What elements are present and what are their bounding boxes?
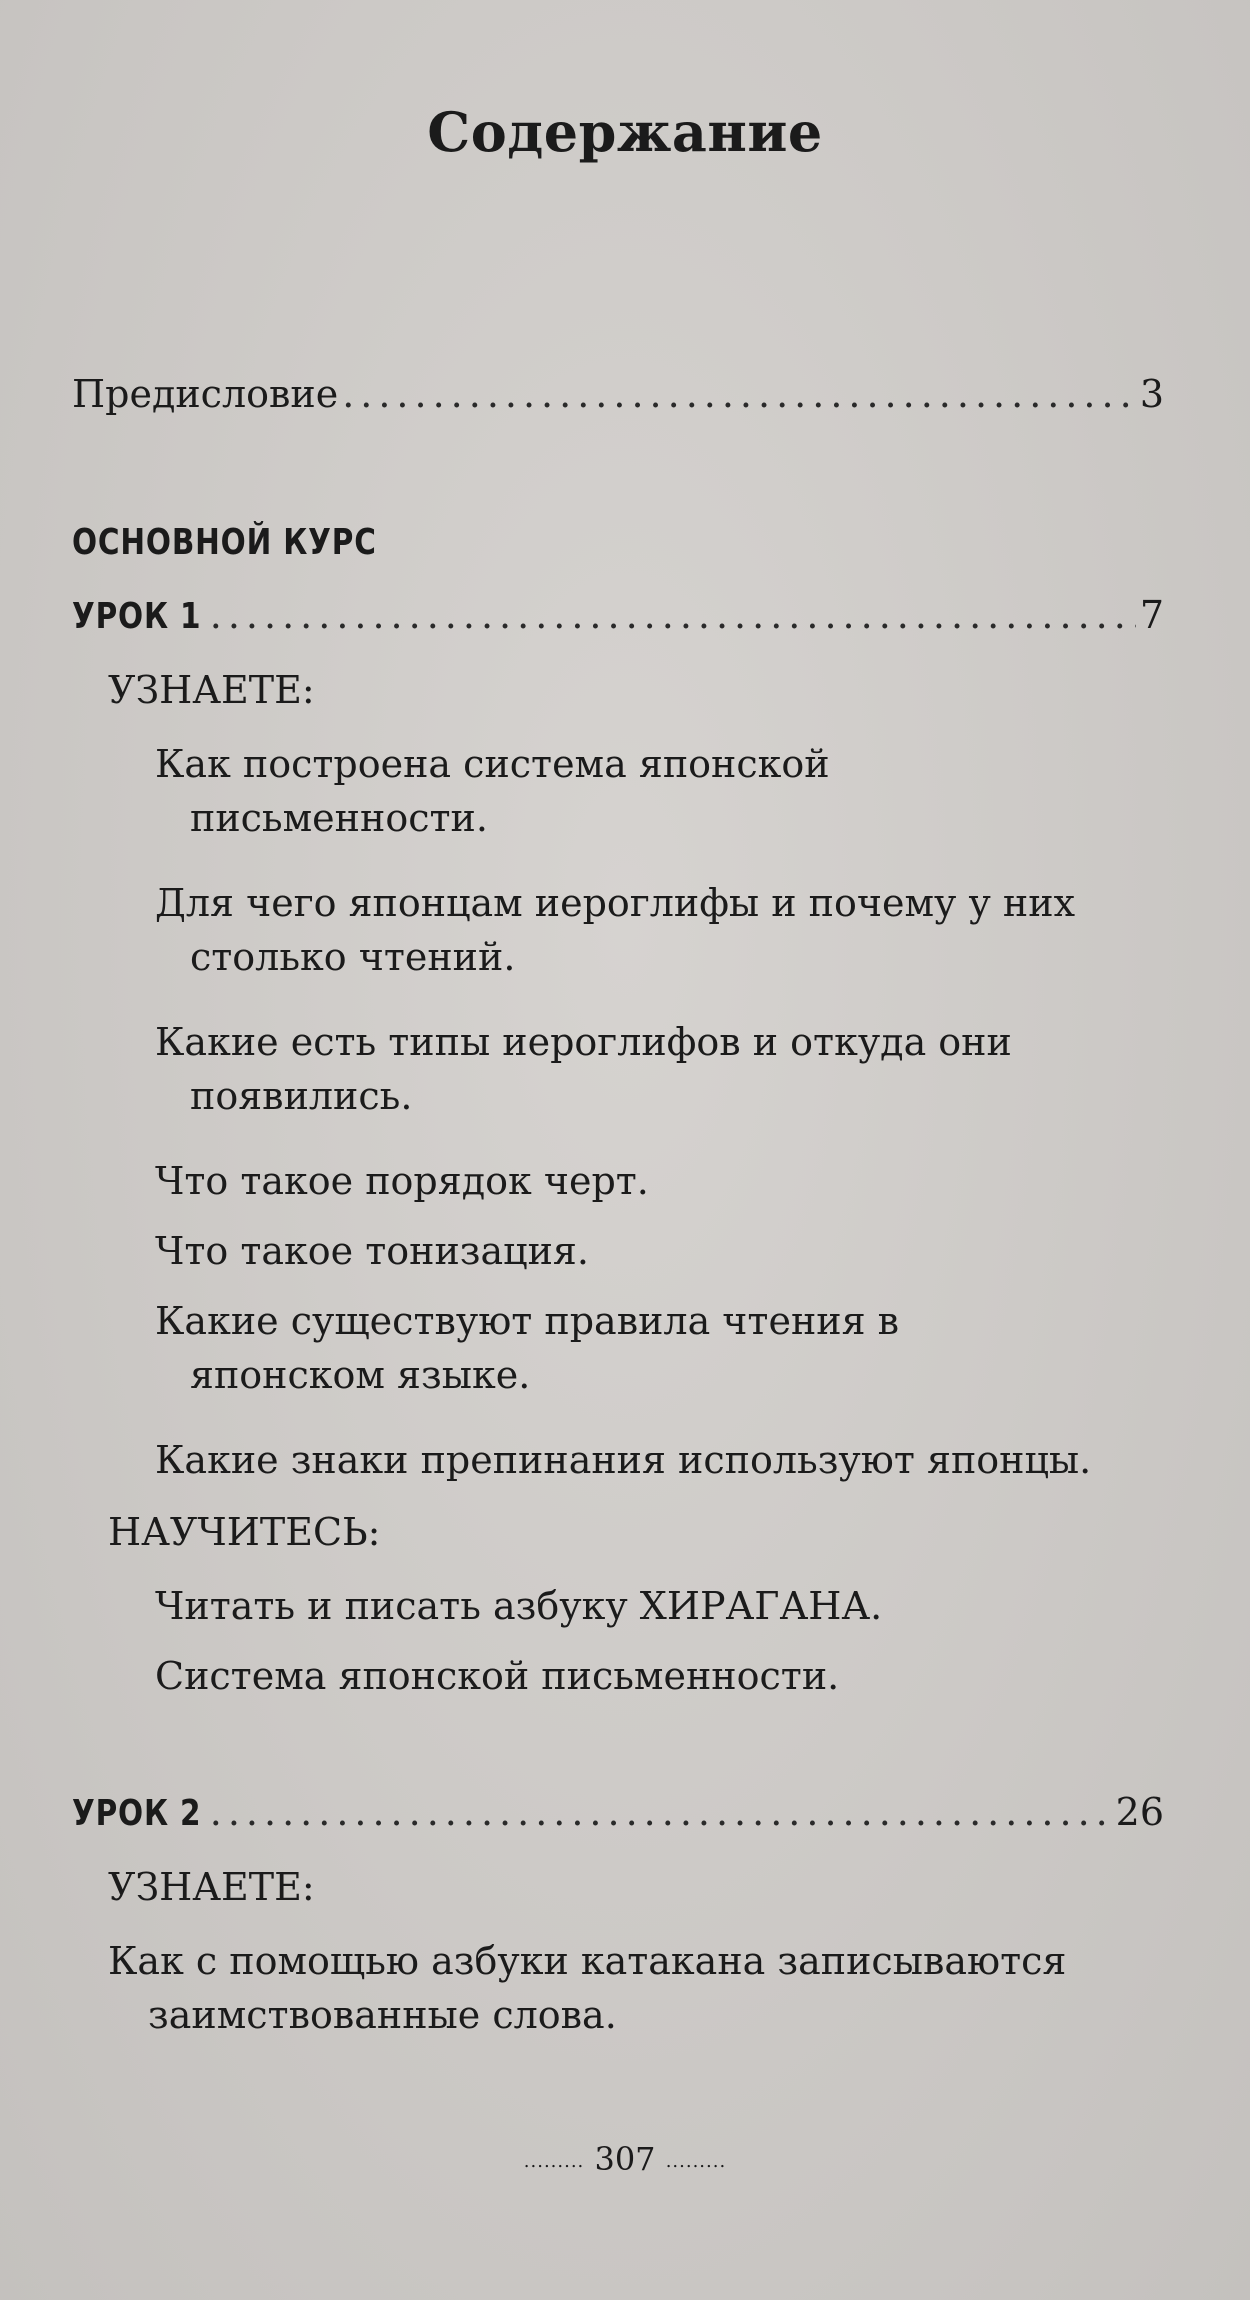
toc-entry-preface[interactable]: [72, 372, 1164, 418]
list-item: Система японской письменности.: [155, 1654, 840, 1698]
toc-entry-lesson-2[interactable]: [72, 1790, 1164, 1836]
learn-heading: УЗНАЕТЕ:: [108, 1865, 315, 1909]
toc-entry-page: 26: [1115, 1790, 1164, 1834]
toc-entry-lesson-1[interactable]: [72, 593, 1164, 639]
list-item: Какие знаки препинания используют японцы.: [155, 1438, 1092, 1482]
toc-entry-label: УРОК 1: [72, 596, 202, 637]
list-item: Читать и писать азбуку ХИРАГАНА.: [155, 1584, 883, 1628]
page-number: 307: [594, 2140, 656, 2178]
toc-entry-page: 3: [1139, 372, 1164, 416]
list-item: Какие существуют правила чтения в японском языке.: [155, 1299, 900, 1397]
list-item: Для чего японцам иероглифы и почему у них столько чтений.: [155, 881, 1075, 979]
dot-leader: [210, 593, 1136, 639]
learn-heading: УЗНАЕТЕ:: [108, 668, 315, 712]
toc-entry-page: 7: [1139, 593, 1164, 637]
page-footer: [0, 2140, 1250, 2178]
toc-entry-label: УРОК 2: [72, 1793, 202, 1834]
list-item: Что такое тонизация.: [155, 1229, 589, 1273]
dot-leader: [210, 1790, 1112, 1836]
list-item: Как с помощью азбуки катакана записываются заимствованные слова.: [108, 1939, 1067, 2037]
skills-heading: НАУЧИТЕСЬ:: [108, 1510, 381, 1554]
footer-dots-right: .........: [665, 2151, 727, 2172]
section-heading: ОСНОВНОЙ КУРС: [72, 522, 377, 563]
dot-leader: [342, 372, 1136, 418]
list-item: Какие есть типы иероглифов и откуда они появились.: [155, 1020, 1012, 1118]
toc-entry-label: Предисловие: [72, 372, 339, 416]
list-item: Что такое порядок черт.: [155, 1159, 649, 1203]
footer-dots-left: .........: [523, 2151, 585, 2172]
page-title: Содержание: [427, 100, 823, 164]
list-item: Как построена система японской письменности.: [155, 742, 830, 840]
